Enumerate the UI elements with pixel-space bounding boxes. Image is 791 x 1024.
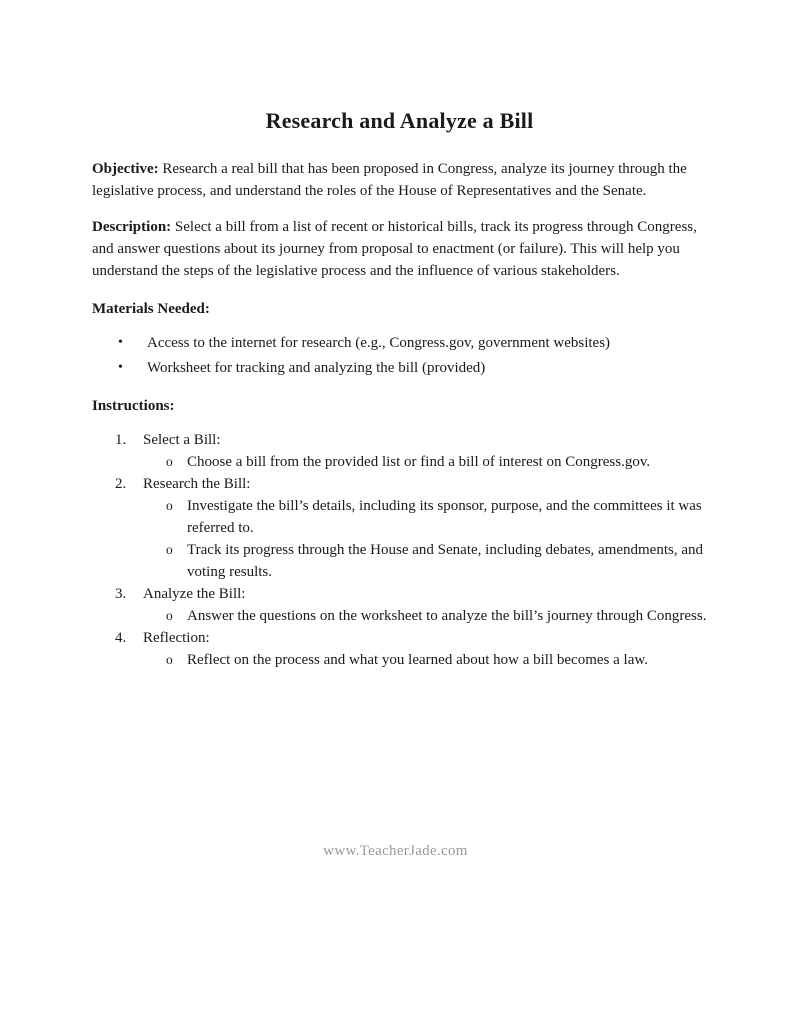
- step-label: Reflection:: [143, 630, 210, 646]
- instruction-substep: [92, 649, 707, 671]
- materials-list-item: [92, 332, 707, 354]
- sub-bullet-icon: o: [166, 652, 173, 667]
- materials-list: [92, 332, 707, 379]
- description-paragraph: [92, 216, 707, 282]
- instruction-substep: [92, 495, 707, 539]
- sub-bullet-icon: o: [166, 498, 173, 513]
- materials-item-text: Worksheet for tracking and analyzing the bill (provided): [147, 360, 486, 376]
- step-number: 4.: [115, 630, 127, 646]
- instructions-list: [92, 429, 707, 671]
- objective-paragraph: [92, 158, 707, 202]
- sub-bullet-icon: o: [166, 454, 173, 469]
- footer-url: www.TeacherJade.com: [323, 843, 468, 859]
- substep-text: Choose a bill from the provided list or find a bill of interest on Congress.gov.: [187, 454, 651, 470]
- substep-text: Track its progress through the House and Senate, including debates, amendments, and voting results.: [187, 542, 704, 580]
- instruction-substep: [92, 605, 707, 627]
- objective-text: Research a real bill that has been proposed in Congress, analyze its journey through the legislative process, and understand the roles of the House of Representatives and the Senate.: [92, 161, 687, 199]
- bullet-icon: •: [118, 360, 123, 375]
- materials-heading: Materials Needed:: [92, 301, 210, 317]
- instruction-step: [92, 429, 707, 451]
- materials-list-item: [92, 357, 707, 379]
- substep-text: Answer the questions on the worksheet to analyze the bill’s journey through Congress.: [187, 608, 707, 624]
- sub-bullet-icon: o: [166, 542, 173, 557]
- substep-text: Investigate the bill’s details, including its sponsor, purpose, and the committees it was referred to.: [187, 498, 702, 536]
- sub-bullet-icon: o: [166, 608, 173, 623]
- instruction-step: [92, 627, 707, 649]
- objective-label: Objective:: [92, 161, 159, 177]
- substep-text: Reflect on the process and what you learned about how a bill becomes a law.: [187, 652, 648, 668]
- materials-item-text: Access to the internet for research (e.g., Congress.gov, government websites): [147, 335, 611, 351]
- step-number: 2.: [115, 476, 127, 492]
- instruction-substep: [92, 451, 707, 473]
- step-label: Research the Bill:: [143, 476, 251, 492]
- step-label: Select a Bill:: [143, 432, 221, 448]
- step-label: Analyze the Bill:: [143, 586, 246, 602]
- step-number: 1.: [115, 432, 127, 448]
- bullet-icon: •: [118, 335, 123, 350]
- instruction-step: [92, 473, 707, 495]
- instruction-substep: [92, 539, 707, 583]
- page-title: Research and Analyze a Bill: [265, 108, 534, 133]
- instruction-step: [92, 583, 707, 605]
- description-label: Description:: [92, 219, 172, 235]
- description-text: Select a bill from a list of recent or historical bills, track its progress through Congress, and answer questions about its journey from proposal to enactment (or failure). This will help you understand the steps of the legislative process and the influence of various stakeholders.: [92, 219, 697, 279]
- step-number: 3.: [115, 586, 127, 602]
- instructions-heading: Instructions:: [92, 398, 175, 414]
